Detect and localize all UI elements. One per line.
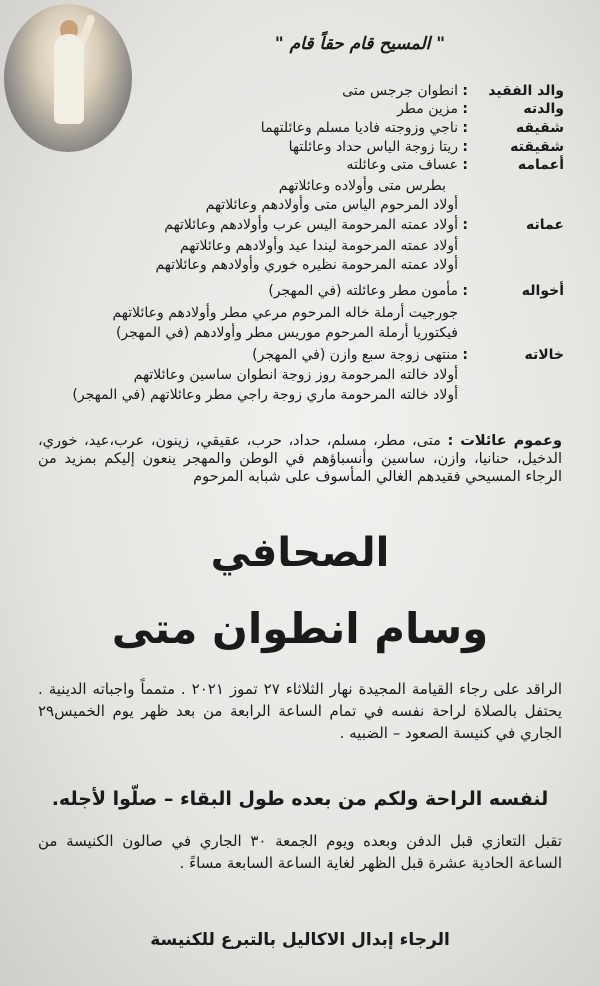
relation-value: فيكتوريا أرملة المرحوم موريس مطر وأولادهم (في المهجر) xyxy=(115,325,458,341)
deceased-profession: الصحافي xyxy=(210,530,390,576)
families-label: وعموم عائلات : xyxy=(447,433,562,449)
relation-value: منتهى زوجة سبع وازن (في المهجر) xyxy=(252,347,458,363)
relation-value: أولاد عمته المرحومة اليس عرب وأولادهم وعائلاتهم xyxy=(164,217,458,233)
relation-value: انطوان جرجس متى xyxy=(342,83,458,99)
relation-value: مزين مطر xyxy=(397,101,458,117)
colon: : xyxy=(462,217,468,233)
relation-label: أخواله xyxy=(521,283,564,299)
relation-value: بطرس متى وأولاده وعائلاتهم xyxy=(278,178,446,194)
relation-label: والدته xyxy=(523,101,564,117)
relation-value: أولاد خالته المرحومة روز زوجة انطوان ساسين وعائلاتهم xyxy=(133,367,458,383)
relation-value: ناجي وزوجته فاديا مسلم وعائلتهما xyxy=(260,120,458,136)
relation-value: أولاد عمته المرحومة نظيره خوري وأولادهم وعائلاتهم xyxy=(155,257,458,273)
relation-label: شقيقته xyxy=(510,139,564,155)
easter-greeting-title: " المسيح قام حقاً قام " xyxy=(274,34,446,54)
condolences-details: تقبل التعازي قبل الدفن وبعده ويوم الجمعة ٣٠ الجاري في صالون الكنيسة من الساعة الحادية عشرة قبل الظهر لغاية الساعة السابعة مساءً . xyxy=(38,832,562,872)
relation-value: ريتا زوجة الياس حداد وعائلتها xyxy=(288,139,458,155)
colon: : xyxy=(462,83,468,99)
relation-label: والد الفقيد xyxy=(488,83,564,99)
colon: : xyxy=(462,347,468,363)
relation-value: جورجيت أرملة خاله المرحوم مرعي مطر وأولادهم وعائلاتهم xyxy=(112,305,458,321)
relation-value: عساف متى وعائلته xyxy=(346,157,458,173)
donation-request: الرجاء إبدال الاكاليل بالتبرع للكنيسة xyxy=(150,930,450,950)
relation-value: مأمون مطر وعائلته (في المهجر) xyxy=(268,283,458,299)
blessing-line: لنفسه الراحة ولكم من بعده طول البقاء – صلّوا لأجله. xyxy=(51,788,549,810)
relation-label: أعمامه xyxy=(517,157,564,173)
funeral-details: الراقد على رجاء القيامة المجيدة نهار الثلاثاء ٢٧ تموز ٢٠٢١ . متمماً واجباته الدينية . يحتفل بالصلاة لراحة نفسه في تمام الساعة الرابعة من بعد ظهر يوم الخميس٢٩ الجاري في كنيسة الصعود – الضبيه . xyxy=(38,680,562,742)
relation-label: شقيقه xyxy=(515,120,564,136)
relation-value: أولاد عمته المرحومة ليندا عيد وأولادهم وعائلاتهم xyxy=(179,238,458,254)
resurrection-image xyxy=(4,4,132,152)
families-text: متى، مطر، مسلم، حداد، حرب، عقيقي، زينون، عرب،عيد، خوري، الدخيل، حنانيا، وازن، ساسين وأنسباؤهم في الوطن والمهجر ينعون إليكم بمزيد من الرجاء المسيحي فقيدهم الغالي المأسوف على شبابه المرحوم xyxy=(38,433,562,485)
relation-value: أولاد المرحوم الياس متى وأولادهم وعائلاتهم xyxy=(205,197,458,213)
relation-value: أولاد خالته المرحومة ماري زوجة راجي مطر وعائلاتهم (في المهجر) xyxy=(72,387,458,403)
deceased-name: وسام انطوان متى xyxy=(111,604,489,653)
colon: : xyxy=(462,139,468,155)
colon: : xyxy=(462,283,468,299)
relation-label: عماته xyxy=(526,217,564,233)
colon: : xyxy=(462,157,468,173)
colon: : xyxy=(462,120,468,136)
colon: : xyxy=(462,101,468,117)
families-paragraph xyxy=(38,432,562,486)
relation-label: خالاته xyxy=(524,347,564,363)
